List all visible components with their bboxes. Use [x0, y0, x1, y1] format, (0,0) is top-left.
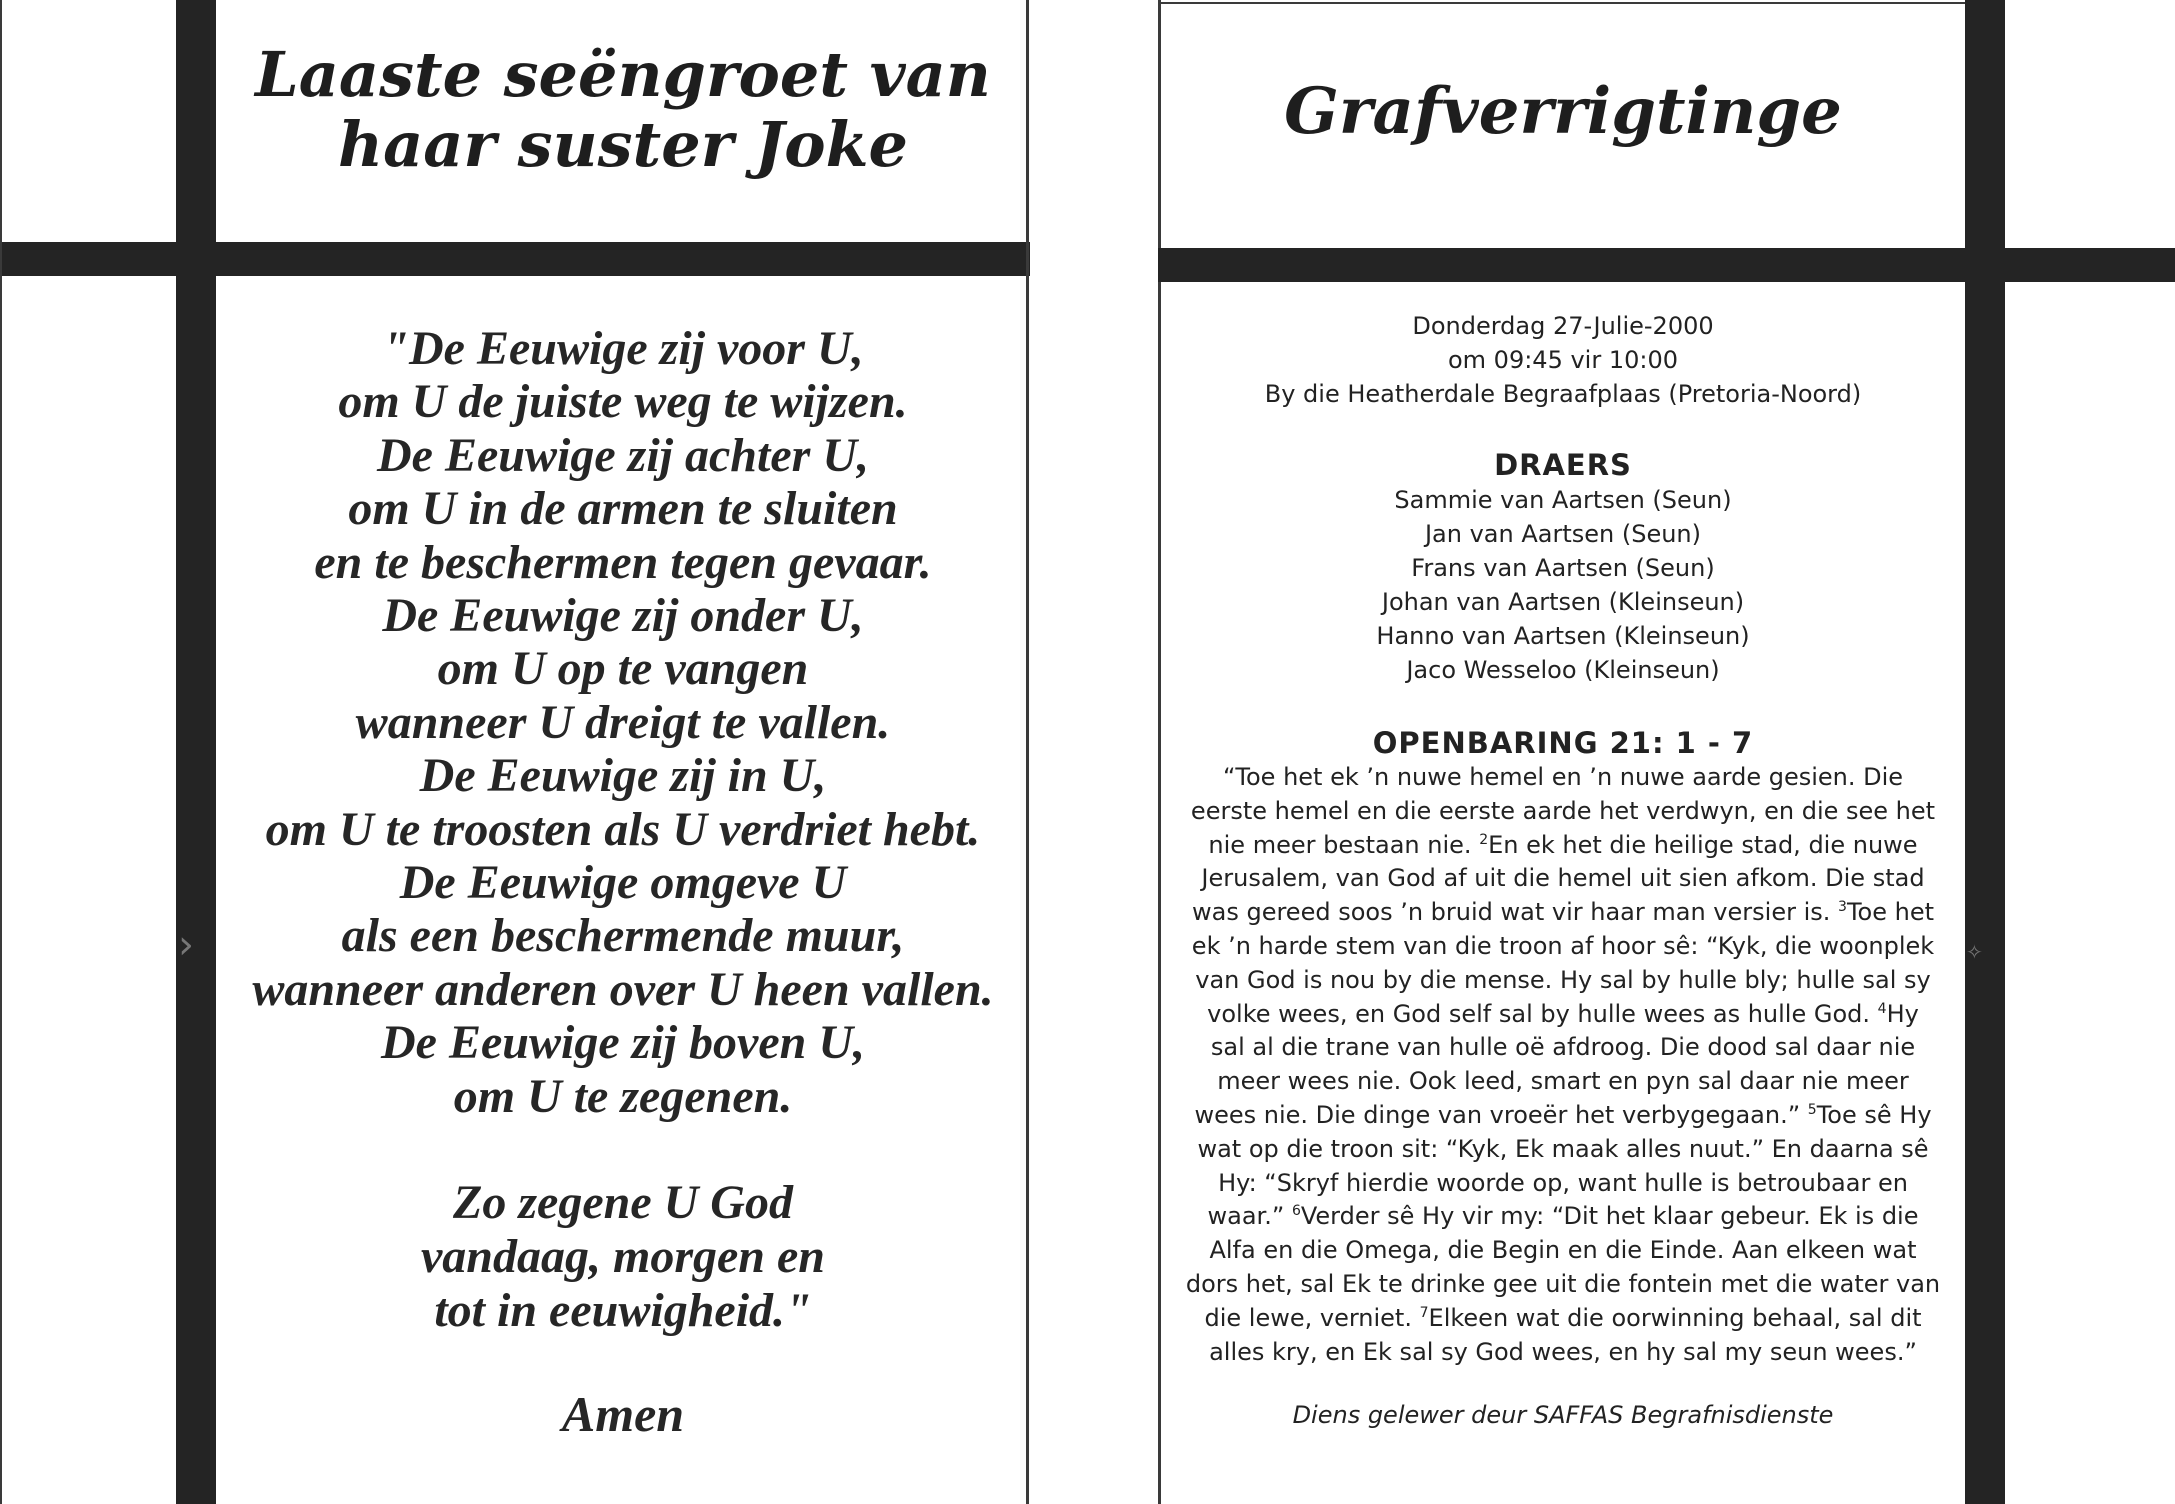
reading-line	[1183, 829, 1943, 863]
reading-text: Verder sê Hy vir my: “Dit het klaar gebeur. Ek is die	[1300, 1202, 1919, 1231]
reading-text: was gereed soos ’n bruid wat vir haar man versier is.	[1192, 898, 1831, 927]
bearers-heading: DRAERS	[1494, 448, 1632, 482]
reading-text: Hy	[1886, 999, 1919, 1028]
bearer-item: Frans van Aartsen (Seun)	[1411, 554, 1715, 582]
verse-number: 7	[1419, 1304, 1429, 1321]
right-page-top-edge	[1158, 2, 1968, 4]
poem-line: om U te zegenen.	[453, 1069, 793, 1123]
blessing-line: Zo zegene U God	[453, 1176, 793, 1230]
left-title-line-2: haar suster Joke	[338, 108, 908, 181]
verse-number: 4	[1877, 1000, 1887, 1017]
service-time: om 09:45 vir 10:00	[1447, 346, 1678, 374]
verse-number: 5	[1807, 1101, 1817, 1118]
poem-line: om U te troosten als U verdriet hebt.	[265, 802, 981, 856]
bearer-item: Hanno van Aartsen (Kleinseun)	[1376, 622, 1750, 650]
service-info	[1162, 309, 1964, 411]
poem-line: wanneer U dreigt te vallen.	[355, 695, 891, 749]
poem-line: om U de juiste weg te wijzen.	[338, 375, 908, 429]
staple-mark-icon: ✧	[1966, 940, 1983, 964]
verse-number: 3	[1838, 899, 1847, 916]
poem-line: De Eeuwige zij boven U,	[381, 1016, 865, 1070]
closing-blessing	[218, 1176, 1028, 1338]
reading-line: wat op die troon sit: “Kyk, Ek maak alles nuut.” En daarna sê	[1197, 1134, 1929, 1163]
service-location: By die Heatherdale Begraafplaas (Pretoria-Noord)	[1264, 380, 1862, 408]
poem-line: De Eeuwige omgeve U	[399, 856, 847, 910]
reading-heading: OPENBARING 21: 1 - 7	[1372, 726, 1754, 760]
reading-line: alles kry, en Ek sal sy God wees, en hy sal my seun wees.”	[1209, 1337, 1917, 1366]
reading-text: Elkeen wat die oorwinning behaal, sal dit	[1428, 1303, 1922, 1332]
reading-text: wees nie. Die dinge van vroeër het verbygegaan.”	[1194, 1100, 1801, 1129]
amen-closing: Amen	[561, 1386, 685, 1443]
reading-line: “Toe het ek ’n nuwe hemel en ’n nuwe aarde gesien. Die	[1222, 763, 1904, 791]
poem-line: wanneer anderen over U heen vallen.	[252, 962, 994, 1016]
reading-line: eerste hemel en die eerste aarde het verdwyn, en die see het	[1190, 796, 1936, 825]
poem-line: De Eeuwige zij onder U,	[382, 589, 864, 643]
reading-line	[1183, 1302, 1943, 1336]
reading-line: meer wees nie. Ook leed, smart en pyn sal daar nie meer	[1217, 1067, 1909, 1096]
poem-line: en te beschermen tegen gevaar.	[314, 535, 932, 589]
blessing-poem	[218, 322, 1028, 1442]
right-title: Grafverrigtinge	[1284, 74, 1842, 149]
left-cross-horizontal	[0, 242, 1030, 276]
bearers-list	[1162, 483, 1964, 687]
blessing-line: vandaag, morgen en	[420, 1230, 825, 1284]
reading-line: dors het, sal Ek te drinke gee uit die fontein met die water van	[1185, 1269, 1941, 1298]
service-details	[1162, 309, 1964, 1429]
reading-text: Toe het	[1846, 898, 1934, 927]
left-title	[218, 40, 1028, 180]
reading-line: van God is nou by die mense. Hy sal by hulle bly; hulle sal sy	[1195, 965, 1931, 994]
reading-line	[1183, 1200, 1943, 1234]
reading-text: waar.”	[1207, 1202, 1285, 1231]
reading-text: En ek het die heilige stad, die nuwe	[1488, 830, 1918, 859]
reading-text: die lewe, verniet.	[1204, 1303, 1412, 1332]
reading-line: sal al die trane van hulle oë afdroog. Die dood sal daar nie	[1210, 1033, 1916, 1062]
bearer-item: Jaco Wesseloo (Kleinseun)	[1406, 656, 1720, 684]
right-cross-vertical	[1965, 0, 2005, 1504]
left-cross-vertical	[176, 0, 216, 1504]
left-title-line-1: Laaste seëngroet van	[255, 38, 991, 111]
bearer-item: Sammie van Aartsen (Seun)	[1394, 486, 1732, 514]
reading-line	[1183, 1099, 1943, 1133]
verse-number: 2	[1479, 831, 1489, 848]
reading-text: nie meer bestaan nie.	[1208, 830, 1472, 859]
bearer-item: Jan van Aartsen (Seun)	[1424, 520, 1702, 548]
reading-line: ek ’n harde stem van die troon af hoor sê: “Kyk, die woonplek	[1191, 931, 1935, 960]
poem-line: De Eeuwige zij in U,	[419, 749, 827, 803]
reading-line	[1183, 998, 1943, 1032]
blessing-line: tot in eeuwigheid."	[434, 1284, 812, 1338]
poem-line: als een beschermende muur,	[341, 909, 905, 963]
poem-line: om U in de armen te sluiten	[348, 482, 898, 536]
reading-line: Hy: “Skryf hierdie woorde op, want hulle is betroubaar en	[1218, 1168, 1908, 1197]
reading-text: volke wees, en God self sal by hulle wees as hulle God.	[1207, 999, 1871, 1028]
bearer-item: Johan van Aartsen (Kleinseun)	[1381, 588, 1745, 616]
right-page-edge	[1158, 0, 1161, 1504]
reading-line: Alfa en die Omega, die Begin en die Einde. Aan elkeen wat	[1209, 1236, 1917, 1265]
verse-number: 6	[1291, 1203, 1301, 1220]
poem-line: "De Eeuwige zij voor U,	[382, 322, 864, 375]
poem-line: De Eeuwige zij achter U,	[377, 428, 869, 482]
left-outer-edge	[0, 0, 2, 1504]
reading-line	[1183, 896, 1943, 930]
reading-line: Jerusalem, van God af uit die hemel uit sien afkom. Die stad	[1201, 864, 1925, 893]
funeral-service-credit: Diens gelewer deur SAFFAS Begrafnisdienste	[1292, 1401, 1834, 1430]
reading-text: Toe sê Hy	[1816, 1100, 1932, 1129]
right-cross-horizontal	[1158, 248, 2175, 282]
bible-reading	[1183, 761, 1943, 1369]
service-date: Donderdag 27-Julie-2000	[1412, 312, 1714, 340]
staple-mark-icon: ›	[178, 922, 194, 968]
poem-line: om U op te vangen	[437, 642, 809, 696]
